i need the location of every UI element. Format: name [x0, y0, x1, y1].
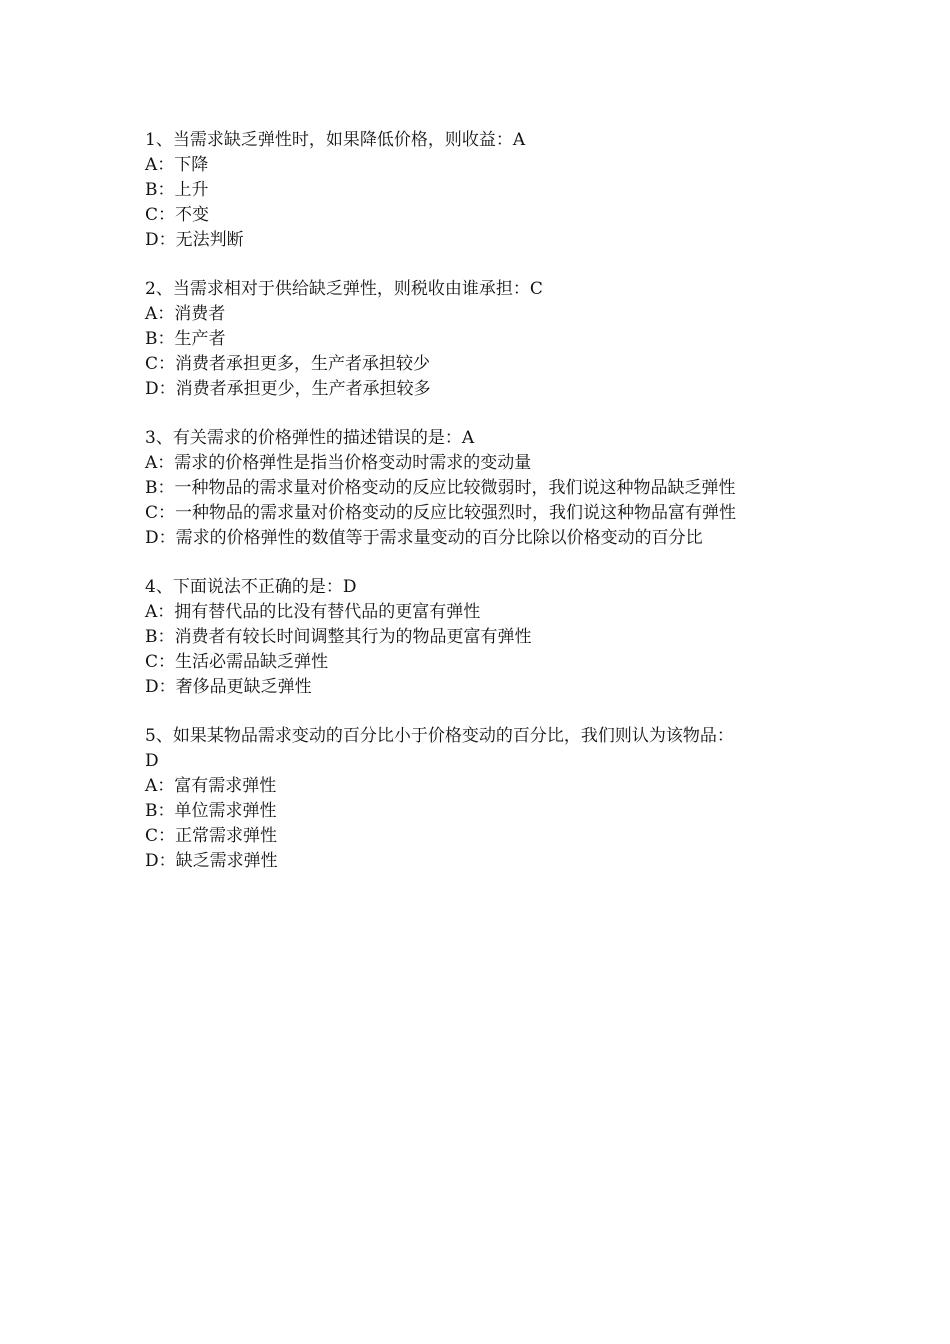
question-stem: 5、如果某物品需求变动的百分比小于价格变动的百分比，我们则认为该物品：: [145, 726, 734, 746]
option-c: C：一种物品的需求量对价格变动的反应比较强烈时，我们说这种物品富有弹性: [145, 503, 737, 523]
option-c: C：消费者承担更多，生产者承担较少: [145, 354, 431, 374]
question-answer: D: [145, 751, 159, 771]
option-a: A：拥有替代品的比没有替代品的更富有弹性: [145, 602, 481, 622]
option-d: D：消费者承担更少，生产者承担较多: [145, 379, 431, 399]
option-d: D：缺乏需求弹性: [145, 851, 278, 871]
question-2: [145, 277, 825, 402]
question-3: [145, 426, 825, 551]
option-d: D：无法判断: [145, 230, 244, 250]
question-5: [145, 724, 825, 874]
option-c: C：生活必需品缺乏弹性: [145, 652, 329, 672]
option-a: A：需求的价格弹性是指当价格变动时需求的变动量: [145, 453, 532, 473]
option-a: A：下降: [145, 155, 209, 175]
option-a: A：富有需求弹性: [145, 776, 277, 796]
option-a: A：消费者: [145, 304, 226, 324]
option-d: D：奢侈品更缺乏弹性: [145, 677, 312, 697]
option-b: B：一种物品的需求量对价格变动的反应比较微弱时，我们说这种物品缺乏弹性: [145, 478, 736, 498]
document-page: [145, 128, 825, 898]
option-b: B：单位需求弹性: [145, 801, 277, 821]
question-stem: 1、当需求缺乏弹性时，如果降低价格，则收益：A: [145, 130, 526, 150]
question-4: [145, 575, 825, 700]
question-stem: 2、当需求相对于供给缺乏弹性，则税收由谁承担：C: [145, 279, 543, 299]
option-c: C：不变: [145, 205, 210, 225]
option-b: B：消费者有较长时间调整其行为的物品更富有弹性: [145, 627, 532, 647]
option-d: D：需求的价格弹性的数值等于需求量变动的百分比除以价格变动的百分比: [145, 528, 703, 548]
option-b: B：上升: [145, 180, 209, 200]
option-b: B：生产者: [145, 329, 226, 349]
question-stem: 4、下面说法不正确的是：D: [145, 577, 357, 597]
question-1: [145, 128, 825, 253]
question-stem: 3、有关需求的价格弹性的描述错误的是：A: [145, 428, 475, 448]
option-c: C：正常需求弹性: [145, 826, 278, 846]
